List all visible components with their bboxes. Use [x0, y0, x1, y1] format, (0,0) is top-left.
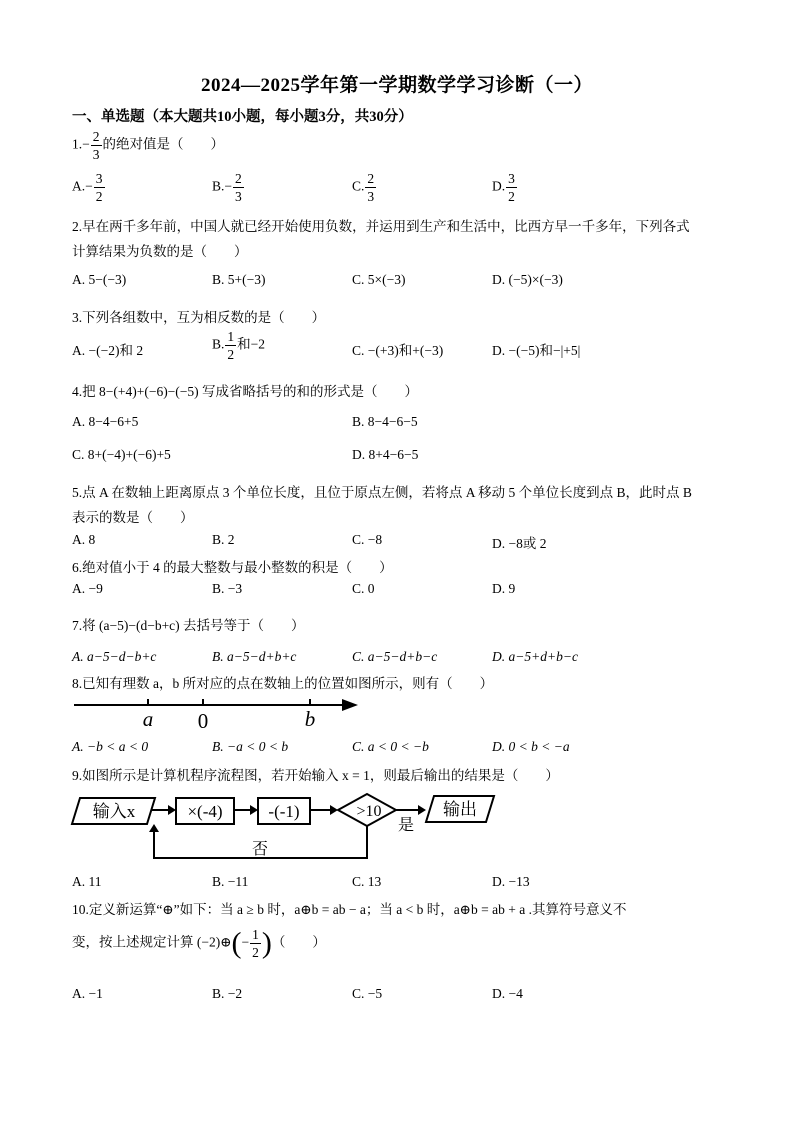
q10-option-d[interactable]: D. −4 [492, 986, 523, 1001]
q1-c-den: 3 [367, 188, 375, 204]
q10-line2-post: （ ） [271, 934, 326, 950]
q10-option-b[interactable]: B. −2 [212, 986, 243, 1001]
q5-line2: 表示的数是（ ） [72, 510, 194, 525]
q1-option-b[interactable] [212, 172, 245, 203]
q3-stem: 3.下列各组数中，互为相反数的是（ ） [72, 310, 326, 325]
flow-multiply-label: ×(-4) [187, 802, 223, 821]
q6-stem: 6.绝对值小于 4 的最大整数与最小整数的积是（ ） [72, 560, 393, 575]
q7-option-c[interactable]: C. a−5−d+b−c [352, 649, 438, 664]
label-b: b [304, 707, 316, 731]
q3-b-fraction [225, 330, 236, 361]
q2-option-d[interactable]: D. (−5)×(−3) [492, 272, 563, 287]
q1-d-num: 3 [508, 171, 515, 186]
q3-option-d[interactable]: D. −(−5)和−|+5| [492, 343, 581, 358]
q1-option-c[interactable] [352, 172, 377, 203]
q3-b-den: 2 [227, 346, 235, 362]
q1-b-num: 2 [235, 171, 242, 186]
flow-output-label: 输出 [443, 800, 477, 819]
number-line-arrow [342, 699, 358, 711]
q6-option-d[interactable]: D. 9 [492, 581, 516, 596]
q3-option-c[interactable]: C. −(+3)和+(−3) [352, 343, 444, 358]
q1-suffix: 的绝对值是（ ） [102, 136, 224, 152]
q4-stem: 4.把 8−(+4)+(−6)−(−5) 写成省略括号的和的形式是（ ） [72, 384, 419, 399]
q4-option-d[interactable]: D. 8+4−6−5 [352, 447, 419, 462]
q10-line1: 10.定义新运算“⊕”如下：当 a ≥ b 时，a⊕b = ab − a；当 a < b 时，a⊕b = ab + a .其算符号意义不 [72, 902, 627, 917]
q10-num: 1 [252, 927, 259, 942]
q1-a-den: 2 [95, 188, 103, 204]
q3-b-rest: 和−2 [237, 336, 266, 352]
section-header: 一、单选题（本大题共10小题，每小题3分，共30分） [72, 109, 413, 125]
q10-option-a[interactable]: A. −1 [72, 986, 103, 1001]
q7-option-d[interactable]: D. a−5+d+b−c [492, 649, 578, 664]
flow-input-label: 输入x [92, 802, 136, 821]
q4-option-a[interactable]: A. 8−4−6+5 [72, 414, 139, 429]
q8-option-d[interactable]: D. 0 < b < −a [492, 739, 570, 754]
q8-option-b[interactable]: B. −a < 0 < b [212, 739, 289, 754]
q4-option-c[interactable]: C. 8+(−4)+(−6)+5 [72, 447, 171, 462]
q5-option-b[interactable]: B. 2 [212, 532, 235, 547]
flow-loop-arrowhead [149, 824, 159, 832]
flow-arrowhead-1 [168, 805, 176, 815]
q5-option-d[interactable]: D. −8或 2 [492, 536, 547, 551]
q1-option-d[interactable] [492, 172, 518, 203]
q7-stem: 7.将 (a−5)−(d−b+c) 去括号等于（ ） [72, 618, 305, 633]
q5-option-a[interactable]: A. 8 [72, 532, 96, 547]
q10-paren-open: ( [231, 926, 242, 960]
flow-condition-label: >10 [356, 803, 382, 820]
number-line-figure [70, 690, 370, 735]
q1-num: 2 [92, 129, 100, 144]
q2-line1: 2.早在两千多年前，中国人就已经开始使用负数，并运用到生产和生活中，比西方早一千多年，下列各式 [72, 219, 690, 234]
q10-line2 [72, 928, 326, 959]
q1-den: 3 [92, 146, 100, 162]
flow-no-label: 否 [251, 841, 269, 858]
q1-fraction [91, 130, 102, 161]
q1-a-fraction [94, 172, 105, 203]
q7-option-b[interactable]: B. a−5−d+b+c [212, 649, 297, 664]
q1-b-label: B.− [212, 178, 232, 194]
q1-d-fraction [506, 172, 517, 203]
q3-b-label: B. [212, 336, 225, 352]
q1-b-fraction [233, 172, 244, 203]
q9-option-d[interactable]: D. −13 [492, 874, 530, 889]
q1-d-den: 2 [508, 188, 515, 204]
q2-option-a[interactable]: A. 5−(−3) [72, 272, 127, 287]
q10-den: 2 [252, 944, 259, 960]
flow-subtract-label: -(-1) [268, 802, 300, 821]
q3-option-a[interactable]: A. −(−2)和 2 [72, 343, 144, 358]
q5-option-c[interactable]: C. −8 [352, 532, 383, 547]
flow-arrowhead-2 [250, 805, 258, 815]
q3-b-num: 1 [227, 329, 235, 344]
label-0: 0 [197, 709, 209, 733]
label-a: a [142, 707, 154, 731]
q10-option-c[interactable]: C. −5 [352, 986, 383, 1001]
q1-c-num: 2 [367, 171, 375, 186]
q1-prefix: 1.− [72, 136, 90, 152]
flowchart-figure [70, 788, 510, 868]
q2-option-b[interactable]: B. 5+(−3) [212, 272, 266, 287]
q10-fraction [250, 928, 261, 959]
q5-line1: 5.点 A 在数轴上距离原点 3 个单位长度，且位于原点左侧，若将点 A 移动 5 个单位长度到点 B，此时点 B [72, 485, 692, 500]
q6-option-c[interactable]: C. 0 [352, 581, 375, 596]
q7-option-a[interactable]: A. a−5−d−b+c [72, 649, 157, 664]
flow-yes-label: 是 [397, 817, 415, 834]
q2-option-c[interactable]: C. 5×(−3) [352, 272, 406, 287]
q10-paren-close: ) [261, 926, 272, 960]
q8-option-c[interactable]: C. a < 0 < −b [352, 739, 429, 754]
q4-option-b[interactable]: B. 8−4−6−5 [352, 414, 418, 429]
q9-option-a[interactable]: A. 11 [72, 874, 102, 889]
q1-b-den: 3 [235, 188, 242, 204]
q9-option-b[interactable]: B. −11 [212, 874, 249, 889]
q2-line2: 计算结果为负数的是（ ） [72, 244, 248, 259]
q1-c-fraction [365, 172, 376, 203]
flow-arrowhead-yes [418, 805, 426, 815]
q6-option-a[interactable]: A. −9 [72, 581, 103, 596]
q9-option-c[interactable]: C. 13 [352, 874, 382, 889]
q9-stem: 9.如图所示是计算机程序流程图，若开始输入 x = 1，则最后输出的结果是（ ） [72, 768, 559, 783]
q1-d-label: D. [492, 178, 506, 194]
q3-option-b[interactable] [212, 330, 265, 361]
q1-option-a[interactable] [72, 172, 106, 203]
q1-a-label: A.− [72, 178, 93, 194]
q10-line2-pre: 变，按上述规定计算 (−2)⊕ [72, 934, 232, 950]
q1-c-label: C. [352, 178, 365, 194]
q8-stem: 8.已知有理数 a，b 所对应的点在数轴上的位置如图所示，则有（ ） [72, 676, 494, 691]
q6-option-b[interactable]: B. −3 [212, 581, 243, 596]
page-title: 2024—2025学年第一学期数学学习诊断（一） [200, 75, 593, 96]
question-1 [72, 130, 224, 161]
q1-a-num: 3 [95, 171, 103, 186]
q10-minus: − [241, 934, 250, 950]
q8-option-a[interactable]: A. −b < a < 0 [72, 739, 149, 754]
